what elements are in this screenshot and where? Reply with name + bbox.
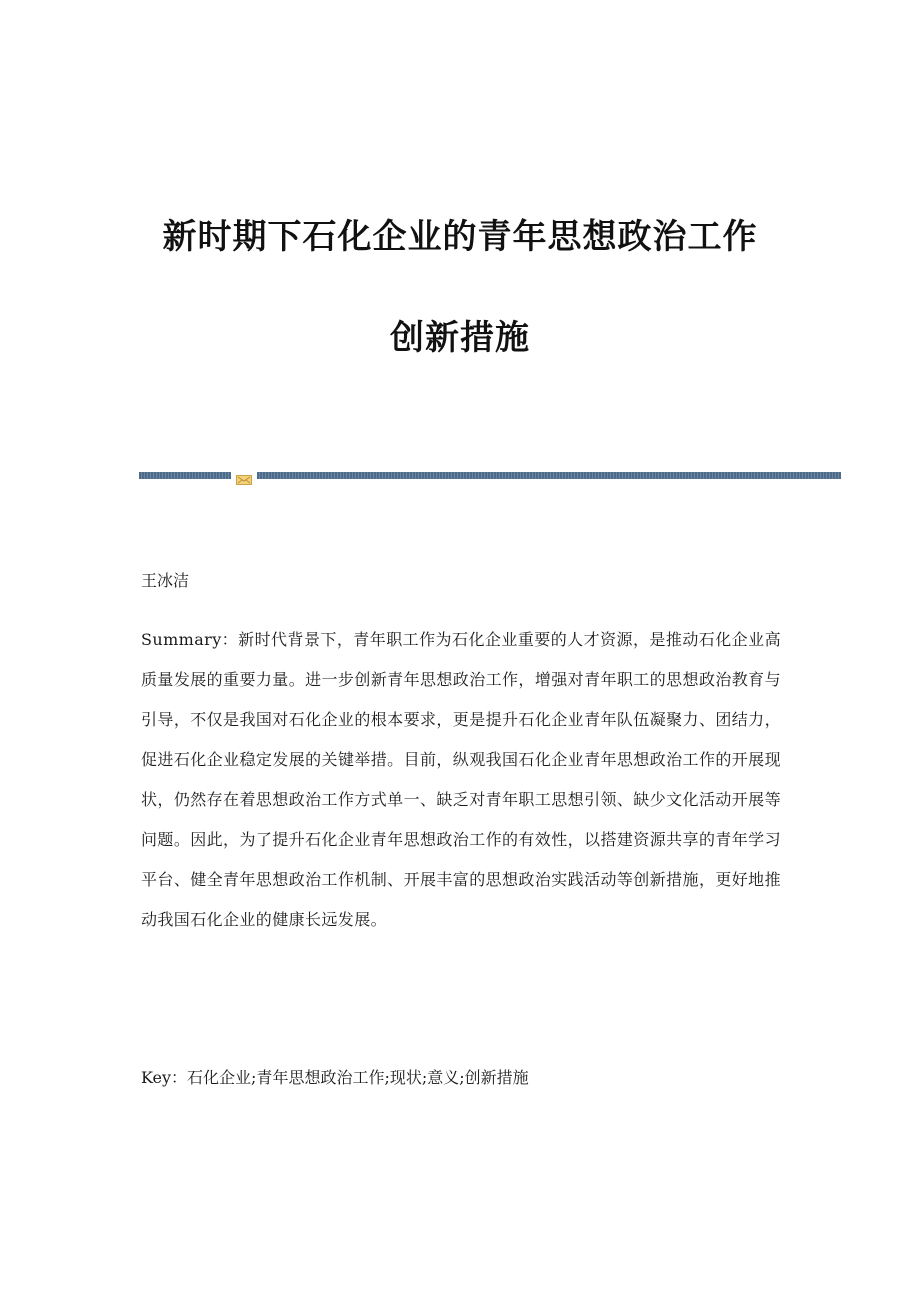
ornament-icon xyxy=(236,470,252,480)
divider-bar-right xyxy=(257,472,841,479)
author-name: 王冰洁 xyxy=(141,571,190,590)
summary-label: Summary： xyxy=(141,630,239,649)
keywords-label: Key： xyxy=(141,1068,188,1087)
keywords-line xyxy=(141,1064,781,1092)
summary-paragraph xyxy=(141,620,781,940)
title-line-1: 新时期下石化企业的青年思想政治工作 xyxy=(162,217,758,257)
title-line-2: 创新措施 xyxy=(390,318,530,358)
summary-text: 新时代背景下，青年职工作为石化企业重要的人才资源，是推动石化企业高质量发展的重要力量。进一步创新青年思想政治工作，增强对青年职工的思想政治教育与引导，不仅是我国对石化企业的根本要求，更是提升石化企业青年队伍凝聚力、团结力，促进石化企业稳定发展的关键举措。目前，纵观我国石化企业青年思想政治工作的开展现状，仍然存在着思想政治工作方式单一、缺乏对青年职工思想引领、缺少文化活动开展等问题。因此，为了提升石化企业青年思想政治工作的有效性，以搭建资源共享的青年学习平台、健全青年思想政治工作机制、开展丰富的思想政治实践活动等创新措施，更好地推动我国石化企业的健康长远发展。 xyxy=(141,630,781,929)
title-divider xyxy=(139,470,841,480)
divider-bar-left xyxy=(139,472,231,479)
keywords-text: 石化企业;青年思想政治工作;现状;意义;创新措施 xyxy=(187,1068,529,1087)
